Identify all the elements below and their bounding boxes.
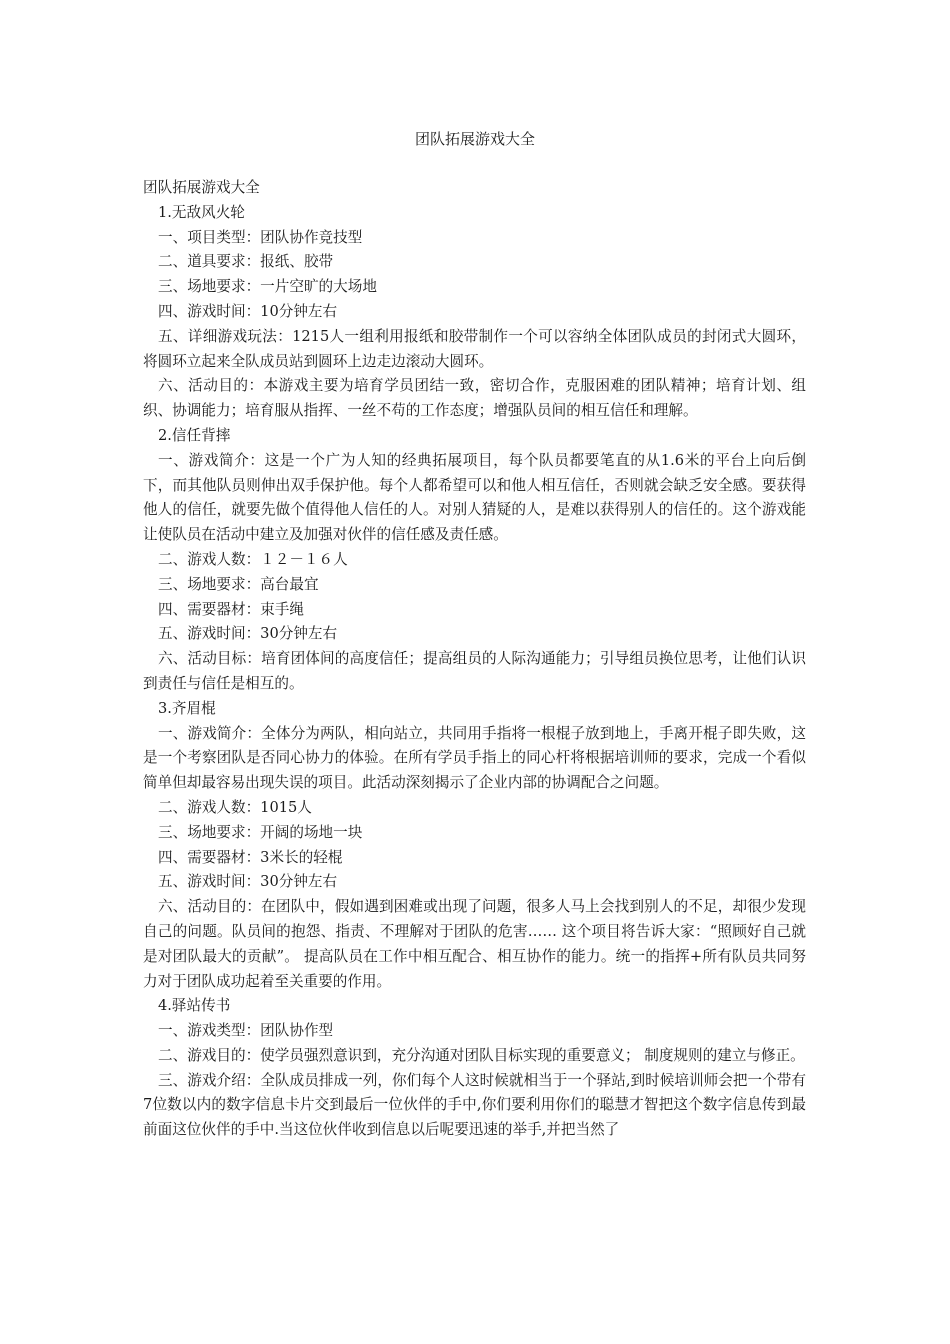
paragraph: 二、游戏人数：１２－１６人 bbox=[158, 550, 348, 568]
paragraph: 二、游戏人数：1015人 bbox=[158, 798, 312, 816]
paragraph: 三、场地要求：高台最宜 bbox=[158, 575, 319, 593]
paragraph: 四、需要器材：3米长的轻棍 bbox=[158, 848, 343, 866]
paragraph: 三、游戏介绍：全队成员排成一列，你们每个人这时候就相当于一个驿站,到时候培训师会把一个带有7位数以内的数字信息卡片交到最后一位伙伴的手中,你们要利用你们的聪慧才智把这个数字信息传到最前面这位伙伴的手中.当这位伙伴收到信息以后呢要迅速的举手,并把当然了 bbox=[143, 1071, 806, 1139]
paragraph: 4.驿站传书 bbox=[158, 997, 231, 1015]
paragraph: 五、详细游戏玩法：1215人一组利用报纸和胶带制作一个可以容纳全体团队成员的封闭式大圆环，将圆环立起来全队成员站到圆环上边走边滚动大圆环。 bbox=[143, 327, 806, 370]
section-heading: 团队拓展游戏大全 bbox=[143, 179, 260, 196]
paragraph: 一、游戏类型：团队协作型 bbox=[158, 1022, 334, 1040]
paragraph: 一、游戏简介：全体分为两队，相向站立，共同用手指将一根棍子放到地上，手离开棍子即失败，这是一个考察团队是否同心协力的体验。在所有学员手指上的同心杆将根据培训师的要求，完成一个看似简单但却最容易出现失误的项目。此活动深刻揭示了企业内部的协调配合之问题。 bbox=[143, 724, 806, 792]
paragraph: 三、场地要求：一片空旷的大场地 bbox=[158, 278, 377, 296]
document-body bbox=[143, 176, 806, 1143]
paragraph: 二、游戏目的：使学员强烈意识到，充分沟通对团队目标实现的重要意义； 制度规则的建立与修正。 bbox=[158, 1046, 805, 1064]
paragraph: 一、项目类型：团队协作竞技型 bbox=[158, 228, 363, 246]
page-title: 团队拓展游戏大全 bbox=[414, 130, 535, 148]
paragraph: 2.信任背摔 bbox=[158, 426, 231, 444]
paragraph: 四、需要器材：束手绳 bbox=[158, 600, 304, 618]
paragraph: 二、道具要求：报纸、胶带 bbox=[158, 253, 334, 271]
paragraph: 五、游戏时间：30分钟左右 bbox=[158, 873, 338, 891]
paragraph: 三、场地要求：开阔的场地一块 bbox=[158, 823, 363, 841]
paragraph: 一、游戏简介：这是一个广为人知的经典拓展项目，每个队员都要笔直的从1.6米的平台上向后倒下，而其他队员则伸出双手保护他。每个人都希望可以和他人相互信任，否则就会缺乏安全感。要获得他人的信任，就要先做个值得他人信任的人。对别人猜疑的人，是难以获得别人的信任的。这个游戏能让使队员在活动中建立及加强对伙伴的信任感及责任感。 bbox=[143, 451, 806, 544]
paragraph: 五、游戏时间：30分钟左右 bbox=[158, 625, 338, 643]
paragraph: 四、游戏时间：10分钟左右 bbox=[158, 302, 338, 320]
paragraph: 1.无敌风火轮 bbox=[158, 203, 245, 221]
paragraph: 3.齐眉棍 bbox=[158, 699, 216, 717]
paragraph: 六、活动目的：在团队中，假如遇到困难或出现了问题，很多人马上会找到别人的不足，却很少发现自己的问题。队员间的抱怨、指责、不理解对于团队的危害…… 这个项目将告诉大家：“照顾好自己就是对团队最大的贡献”。 提高队员在工作中相互配合、相互协作的能力。统一的指挥+所有队员共同努力对于团队成功起着至关重要的作用。 bbox=[143, 898, 806, 990]
paragraph: 六、活动目标：培育团体间的高度信任；提高组员的人际沟通能力；引导组员换位思考，让他们认识到责任与信任是相互的。 bbox=[143, 650, 806, 692]
paragraph: 六、活动目的：本游戏主要为培育学员团结一致，密切合作，克服困难的团队精神；培育计划、组织、协调能力；培育服从指挥、一丝不苟的工作态度；增强队员间的相互信任和理解。 bbox=[143, 377, 806, 420]
